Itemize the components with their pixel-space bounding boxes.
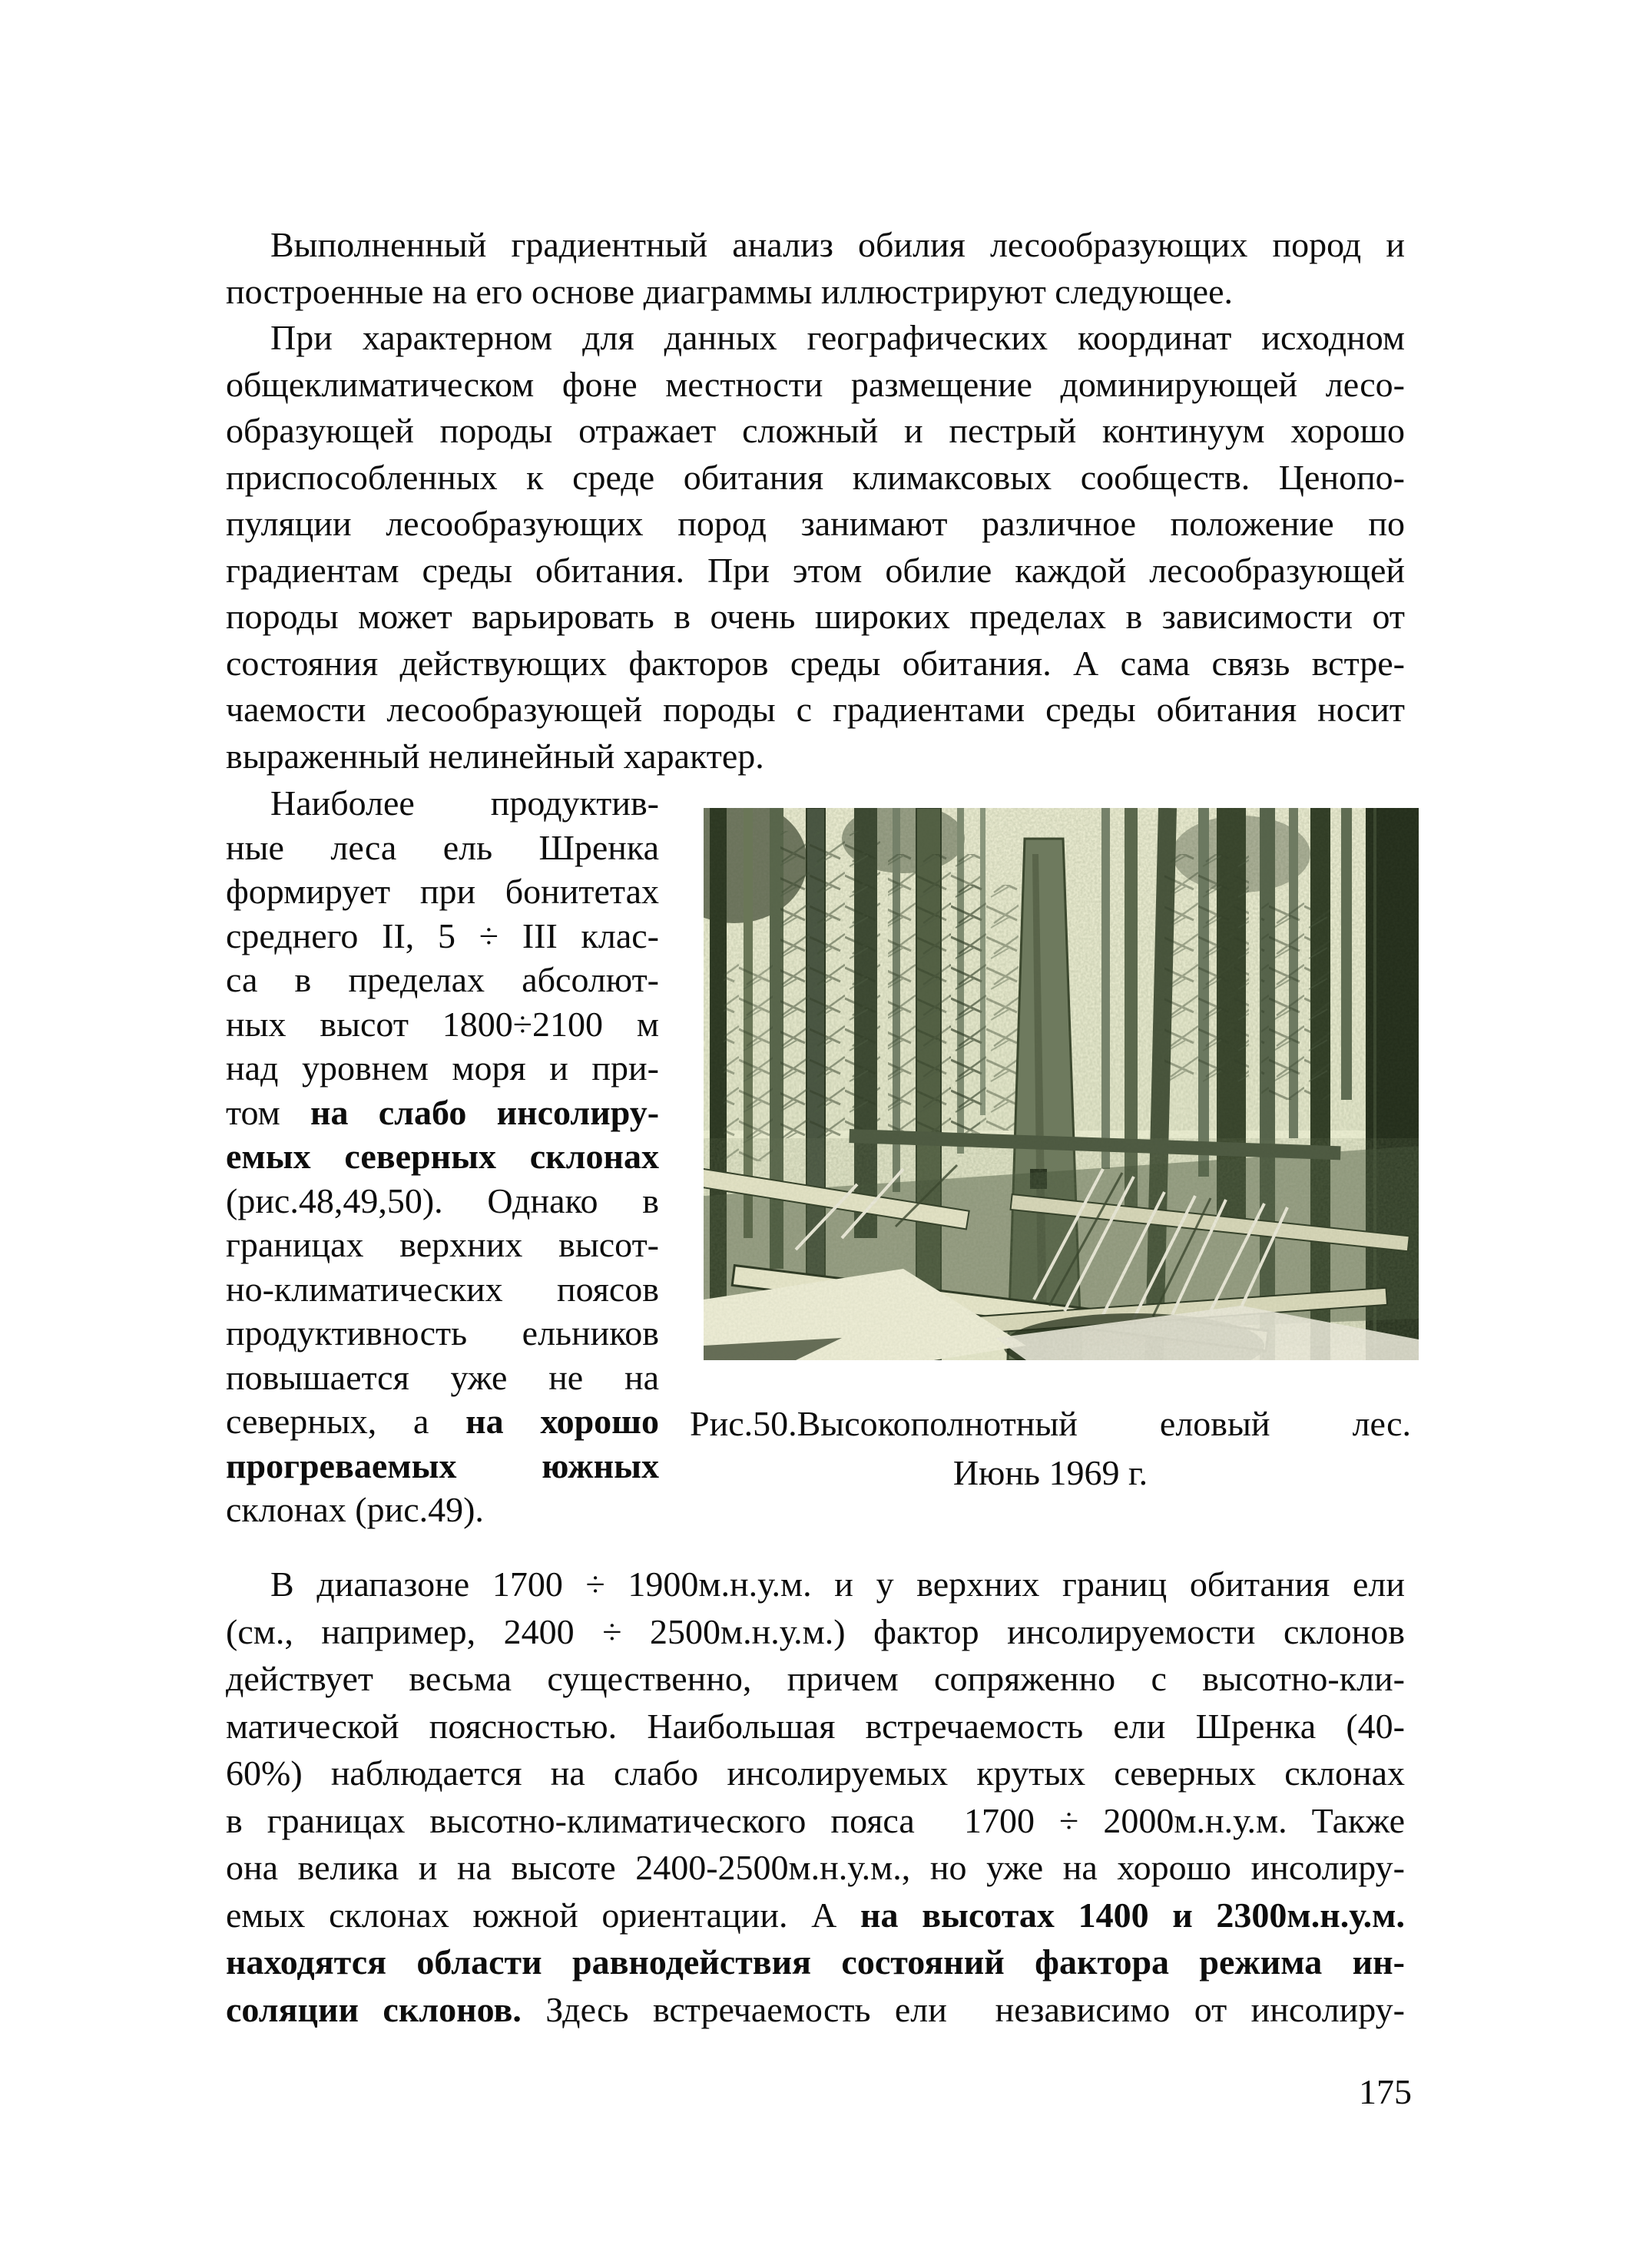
text-line: ные леса ель Шренка (226, 827, 659, 867)
text-line: формирует при бонитетах (226, 872, 659, 911)
text-line: северных, а на хорошо (226, 1402, 660, 1441)
text-line: она велика и на высоте 2400-2500м.н.у.м., но уже на хорошо инсолиру- (226, 1848, 1405, 1887)
text-line: в границах высотно-климатического пояса 1700 ÷ 2000м.н.у.м. Также (226, 1800, 1405, 1840)
text-line: границах верхних высот- (226, 1225, 659, 1264)
text-line: матической поясностью. Наибольшая встречаемость ели Шренка (40- (226, 1706, 1405, 1746)
text-line: общеклиматическом фоне местности размещение доминирующей лесо- (226, 364, 1405, 404)
text-line: приспособленных к среде обитания климаксовых сообществ. Ценопо- (226, 457, 1405, 497)
text-line: состояния действующих факторов среды обитания. А сама связь встре- (226, 643, 1405, 683)
text-line: (рис.48,49,50). Однако в (226, 1180, 659, 1220)
text-line: (см., например, 2400 ÷ 2500м.н.у.м.) фактор инсолируемости склонов (226, 1611, 1405, 1651)
page-number: 175 (1359, 2072, 1412, 2111)
text-line: ных высот 1800÷2100 м (226, 1004, 659, 1044)
text-line: том на слабо инсолиру- (226, 1092, 660, 1132)
text-line: породы может варьировать в очень широких пределах в зависимости от (226, 597, 1405, 636)
caption-line-2: Июнь 1969 г. (952, 1453, 1148, 1492)
text-line: При характерном для данных географических координат исходном (270, 318, 1405, 357)
text-line: склонах (рис.49). (226, 1490, 484, 1529)
text-line: чаемости лесообразующей породы с градиентами среды обитания носит (226, 690, 1405, 729)
text-line: действует весьма существенно, причем сопряженно с высотно-кли- (226, 1659, 1405, 1698)
text-line: но-климатических поясов (226, 1269, 659, 1309)
text-line: В диапазоне 1700 ÷ 1900м.н.у.м. и у верхних границ обитания ели (270, 1564, 1405, 1604)
text-line: образующей породы отражает сложный и пестрый континуум хорошо (226, 411, 1405, 450)
text-line: построенные на его основе диаграммы иллюстрируют следующее. (226, 271, 1233, 311)
text-line: находятся области равнодействия состояний фактора режима ин- (226, 1942, 1405, 1982)
text-line: Выполненный градиентный анализ обилия лесообразующих пород и (270, 225, 1405, 264)
text-line: са в пределах абсолют- (226, 960, 659, 999)
text-line: емых склонах южной ориентации. А на высотах 1400 и 2300м.н.у.м. (226, 1895, 1405, 1935)
text-line: градиентам среды обитания. При этом обилие каждой лесообразующей (226, 550, 1405, 590)
text-line: среднего II, 5 ÷ III клас- (226, 915, 659, 955)
text-line: продуктивность ельников (226, 1313, 659, 1353)
forest-photo (704, 808, 1419, 1360)
figure-caption (690, 1399, 1411, 1498)
caption-line-1: Рис.50.Высокополнотный еловый лес. (690, 1404, 1411, 1443)
text-line: емых северных склонах (226, 1137, 659, 1176)
top-paragraphs (226, 222, 1405, 780)
text-line: пуляции лесообразующих пород занимают различное положение по (226, 504, 1405, 543)
bottom-paragraph (226, 1561, 1405, 2033)
text-line: Наиболее продуктив- (270, 783, 659, 823)
text-line: соляции склонов. Здесь встречаемость ели независимо от инсолиру- (226, 1989, 1405, 2029)
text-line: прогреваемых южных (226, 1445, 659, 1485)
figure-50 (704, 808, 1419, 1360)
left-column-paragraph (226, 781, 659, 1532)
text-line: повышается уже не на (226, 1357, 659, 1397)
text-line: над уровнем моря и при- (226, 1048, 659, 1088)
text-line: 60%) наблюдается на слабо инсолируемых крутых северных склонах (226, 1753, 1405, 1793)
text-line: выраженный нелинейный характер. (226, 736, 764, 776)
